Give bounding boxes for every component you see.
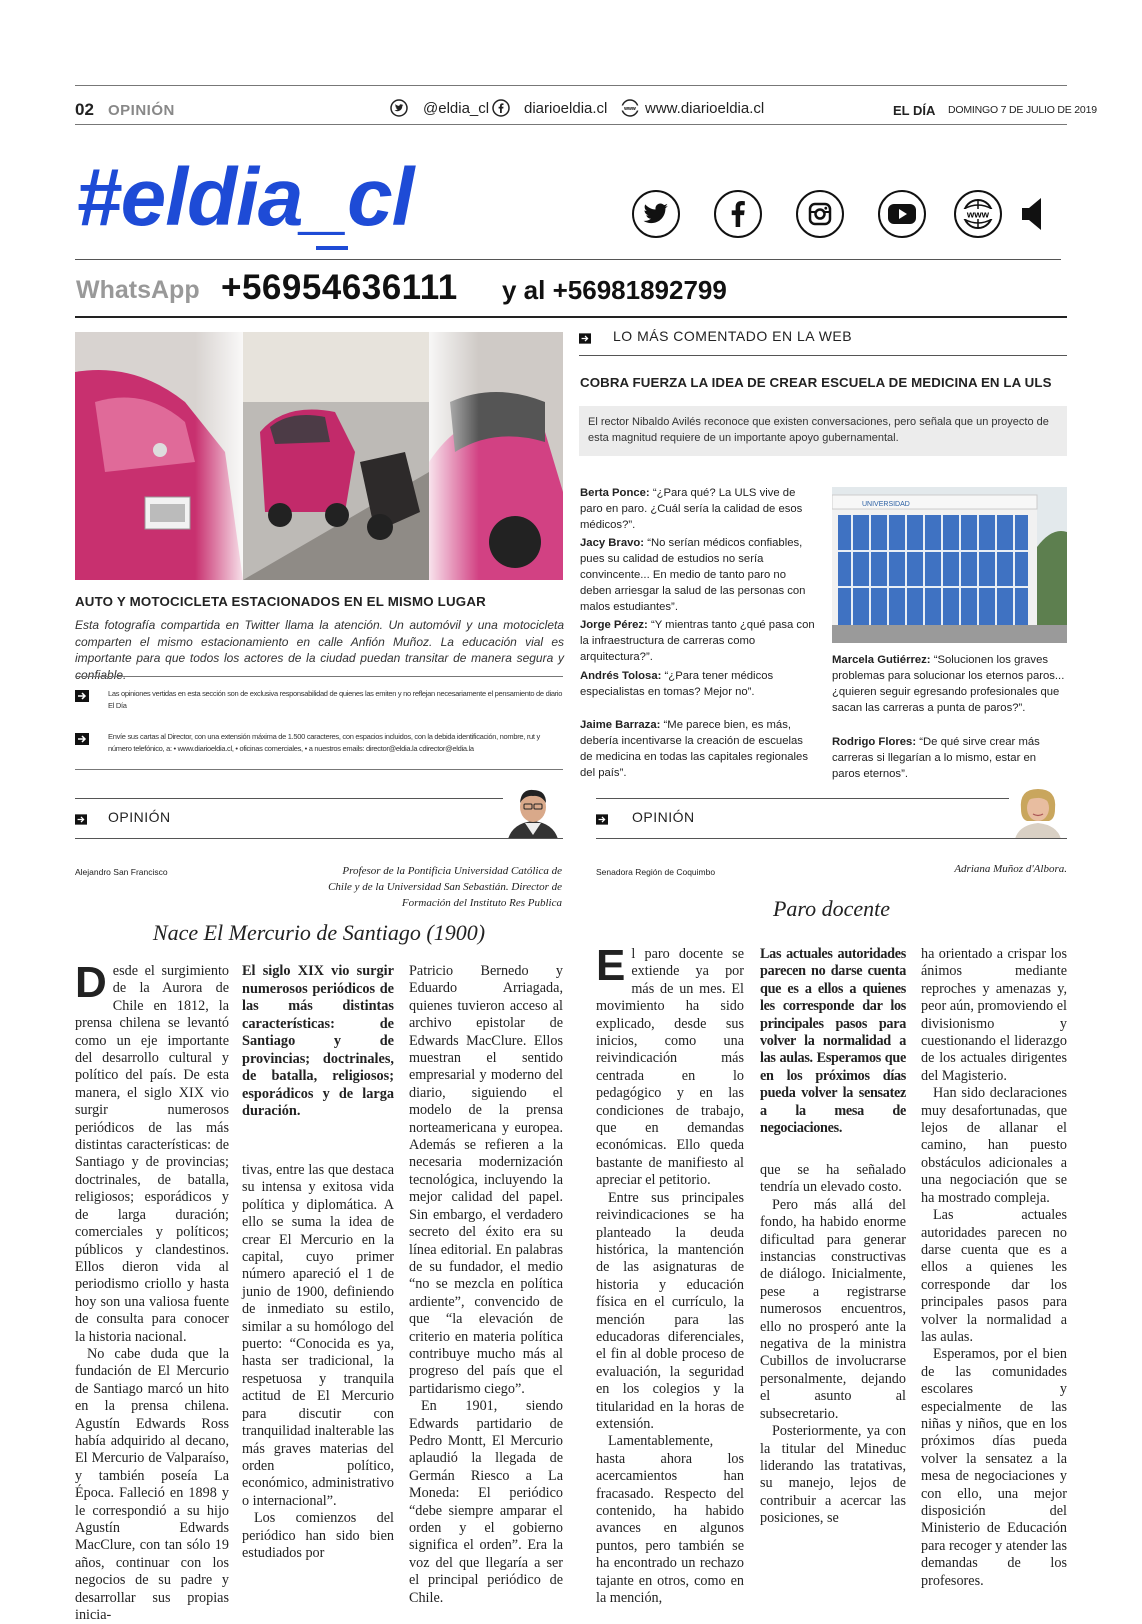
article-paragraph: que se ha señalado tendría un elevado costo.: [760, 1162, 906, 1196]
author-credentials: Profesor de la Pontificia Universidad Católica de Chile y de la Universidad San Sebastián. Director de Formación del Instituto Res Publica: [328, 865, 562, 909]
youtube-icon[interactable]: [878, 190, 926, 238]
article-paragraph: esde el surgimiento de la Aurora de Chile en 1812, la prensa chilena se levantó como un eje importante del desarrollo cultural y político del país. De esta manera, el siglo XIX vio surgir numerosos periódicos de las más distintas características: de Santiago y de provincias; doctrinales, de batalla, religiosos; esporádicos y de larga duración; comerciales y políticos; públicos y clandestinos. Ellos dieron vida al periodismo criollo y hasta hoy son una valiosa fuente de consulta para conocer la historia nacional.: [75, 963, 229, 1345]
facebook-handle[interactable]: diarioeldia.cl: [524, 100, 608, 117]
author-role: Senadora Región de Coquimbo: [596, 867, 716, 877]
article-paragraph: Posteriormente, ya con la titular del Mineduc liderando las tratativas, su manejo, lejos de contribuir a acercar las posiciones, se: [760, 1423, 906, 1527]
web-header-icon[interactable]: [620, 99, 640, 122]
comment-text: “¿Para qué? La ULS vive de paro en paro. ¿Cuál sería la calidad de esos médicos?”.: [580, 487, 803, 531]
comment: [580, 485, 815, 533]
comment-author: Andrés Tolosa:: [580, 670, 662, 682]
comment-author: Jorge Pérez:: [580, 619, 648, 631]
article-paragraph: Lamentablemente, hasta ahora los acercamientos han fracasado. Respecto del contenido, ha habido avances en algunos puntos, pero también se ha encontrado un rechazo tajante en otros, como en la mención,: [596, 1433, 744, 1607]
svg-text:www: www: [624, 106, 636, 112]
whatsapp-phone-2[interactable]: y al +56981892799: [502, 275, 727, 305]
author-name: Alejandro San Francisco: [75, 867, 168, 877]
facebook-icon[interactable]: [714, 190, 762, 238]
photo-story-title: AUTO Y MOTOCICLETA ESTACIONADOS EN EL MISMO LUGAR: [75, 594, 486, 609]
comment-author: Rodrigo Flores:: [832, 736, 917, 748]
article-paragraph: En 1901, siendo Edwards partidario de Pedro Montt, El Mercurio aplaudió la llegada de Germán Riesco a La Moneda: El periódico “debe siempre amparar el orden y el gobierno significa el orden”. Era la voz del que llegaría a ser el principal periódico de Chile.: [409, 1398, 563, 1606]
comment: [832, 734, 1067, 782]
author-photo: [1009, 783, 1067, 839]
web-address[interactable]: www.diarioeldia.cl: [645, 100, 765, 117]
arrow-icon: [75, 732, 89, 750]
speaker-icon[interactable]: [1020, 197, 1046, 236]
article-paragraph: Entre sus principales reivindicaciones se ha planteado la deuda histórica, la mantención de las asignaturas de historia y educación física en el currículo, la mención para las educadoras diferenciales, el fin al doble proceso de evaluación, la seguridad en los colegios y la titularidad en la horas de extensión.: [596, 1189, 744, 1432]
comment-text: “Y mientras tanto ¿qué pasa con la infraestructura de carreras como arquitectura?”.: [580, 619, 815, 663]
article-paragraph: ha orientado a crispar los ánimos mediante reproches y amenazas y, peor aún, promoviendo el divisionismo y cuestionando el liderazgo de los actuales dirigentes del Magisterio.: [921, 946, 1067, 1084]
twitter-icon[interactable]: [632, 190, 680, 238]
whatsapp-phone-1[interactable]: +56954636111: [221, 268, 458, 307]
issue-date: DOMINGO 7 DE JULIO DE 2019: [948, 104, 1097, 116]
article-paragraph: l paro docente se extiende ya por más de un mes. El movimiento ha sido explicado, desde sus inicios, como una reivindicación más centrada en lo pedagógico y en las condiciones de trabajo, que en demandas económicas. Ello queda bastante de manifiesto al apreciar el petitorio.: [596, 946, 744, 1189]
svg-text:www: www: [966, 209, 990, 221]
twitter-handle[interactable]: @eldia_cl: [423, 100, 490, 117]
article-paragraph: Las actuales autoridades parecen no darse cuenta que es a ellos a quienes les corresponde dar los principales pasos para volver la normalidad a las aulas.: [921, 1207, 1067, 1345]
disclaimer-note: Las opiniones vertidas en esta sección son de exclusiva responsabilidad de quienes las emiten y no reflejan necesariamente el pensamiento de diario El Día: [108, 689, 563, 710]
opinion-label: OPINIÓN: [108, 809, 171, 825]
hashtag-title: #eldia_cl: [76, 152, 414, 243]
article-paragraph: tivas, entre las que destaca su intensa y exitosa vida política y diplomática. A ello se suma la idea de crear El Mercurio en la capital, cuyo primer número apareció el 1 de junio de 1900, definiendo de inmediato su estilo, similar a su homólogo del puerto: “Conocida es ya, hasta ser tradicional, la respetuosa y tranquila actitud de El Mercurio para discutir con tranquilidad inalterable las más graves materias del orden político, económico, administrativo o internacional”.: [242, 1162, 394, 1509]
letters-note: Envíe sus cartas al Director, con una extensión máxima de 1.500 caracteres, con espacios incluidos, con la debida identificación, nombre, rut y número telefónico, a: • www.diarioeldia.cl, • oficinas comerciales, • a nuestros emails: director@eldia.la cdirector@eldia.la: [108, 732, 540, 753]
author-photo: [503, 783, 563, 839]
web-summary: El rector Nibaldo Avilés reconoce que existen conversaciones, pero señala que un proyecto de esta magnitud requiere de un importante apoyo gubernamental.: [588, 416, 1049, 444]
comment-author: Jaime Barraza:: [580, 719, 661, 731]
arrow-icon: [579, 331, 591, 349]
comment: [580, 617, 815, 665]
whatsapp-label: WhatsApp: [76, 276, 200, 304]
arrow-icon: [75, 689, 89, 707]
article-paragraph: Esperamos, por el bien de las comunidades escolares y especialmente de las niñas y niños, que en los próximos días pueda volver la sensatez a la mesa de negociaciones y con ello, una mejor disposición del Ministerio de Educación para recoger y atender las demandas de los profesores.: [921, 1346, 1067, 1589]
street-photo: [75, 332, 563, 580]
photo-story-caption: Esta fotografía compartida en Twitter llama la atención. Un automóvil y una motocicleta comparten el mismo estacionamiento en calle Anfión Muñoz. La educación vial es importante para que todos los actores de la ciudad puedan transitar de manera segura y confiable.: [75, 618, 564, 682]
twitter-header-icon[interactable]: [390, 99, 408, 122]
article-paragraph: No cabe duda que la fundación de El Mercurio de Santiago marcó un hito en la prensa chilena. Agustín Edwards Ross había adquirido al decano, El Mercurio de Valparaíso, y también poseía La Época. Falleció en 1898 y le correspondió a su hijo Agustín Edwards MacClure, con tan sólo 19 años, continuar con los negocios de su padre y desarrollar sus propias inicia-: [75, 1345, 229, 1624]
www-icon[interactable]: [954, 190, 1002, 238]
university-building-photo: [832, 487, 1067, 643]
article-title: Paro docente: [772, 896, 891, 921]
article-title: Nace El Mercurio de Santiago (1900): [152, 920, 486, 945]
comment: [580, 535, 815, 615]
comment: [832, 652, 1067, 716]
article-paragraph: Patricio Bernedo y Eduardo Arriagada, quienes tuvieron acceso al archivo epistolar de Edwards MacClure. Ellos muestran el sentido empresarial y moderno del diario, siguiendo el modelo de la prensa norteamericana y europea. Además se refieren a la necesaria modernización tecnológica, incluyendo la mejor calidad del papel. Sin embargo, el verdadero secreto del éxito era su línea editorial. En palabras de su fundador, el medio “no se mezcla en política ardiente”, convencido de que “la elevación de criterio en materia política contribuye mucho más al progreso del país que el partidarismo ciego”.: [409, 963, 563, 1397]
pull-quote: Las actuales autoridades parecen no darse cuenta que es a ellos a quienes les corresponde dar los principales pasos para volver la normalidad a las aulas. Esperamos que en los próximos días pueda volver la sensatez a la mesa de negociaciones.: [760, 946, 906, 1137]
comment-text: “Me parece bien, es más, debería incentivarse la creación de escuelas de medicina en todas las capitales regionales del país”.: [580, 719, 808, 779]
opinion-label: OPINIÓN: [632, 809, 695, 825]
comment-text: “¿Para tener médicos especialistas en tomas? Mejor no”.: [580, 670, 774, 698]
comment-text: “No serían médicos confiables, pues su calidad de estudios no sería convincente... En medio de tanto paro no deben arriesgar la salud de las personas con malos estudiantes”.: [580, 537, 806, 613]
arrow-icon: [596, 812, 608, 830]
comment-text: “De qué sirve crear más carreras si llegarían a lo mismo, estar en paros eternos”.: [832, 736, 1040, 780]
facebook-header-icon[interactable]: [492, 99, 510, 122]
drop-cap: D: [75, 958, 107, 1007]
paper-name: EL DÍA: [893, 103, 936, 118]
svg-text:UNIVERSIDAD: UNIVERSIDAD: [862, 501, 910, 508]
pull-quote: El siglo XIX vio surgir numerosos periódicos de las más distintas características: de Santiago y de provincias; doctrinales, de batalla, religiosos; esporádicos y de larga duración.: [242, 963, 394, 1119]
drop-cap: E: [596, 941, 626, 990]
author-name: Adriana Muñoz d'Albora.: [954, 863, 1067, 875]
article-paragraph: Los comienzos del periódico han sido bien estudiados por: [242, 1510, 394, 1561]
comment-author: Jacy Bravo:: [580, 537, 645, 549]
comment-text: “Solucionen los graves problemas para solucionar los eternos paros... ¿quieren seguir egresando profesionales que sacan las carreras a punta de paros?”.: [832, 654, 1065, 714]
instagram-icon[interactable]: [796, 190, 844, 238]
web-headline[interactable]: COBRA FUERZA LA IDEA DE CREAR ESCUELA DE MEDICINA EN LA ULS: [580, 375, 1052, 390]
comment-author: Marcela Gutiérrez:: [832, 654, 931, 666]
article-paragraph: Han sido declaraciones muy desafortunadas, que lejos de allanar el camino, han puesto obstáculos adicionales a una negociación que se ha mostrado compleja.: [921, 1085, 1067, 1206]
web-section-label: LO MÁS COMENTADO EN LA WEB: [613, 328, 853, 344]
arrow-icon: [75, 812, 87, 830]
comment: [580, 668, 815, 700]
section-name: OPINIÓN: [108, 102, 175, 119]
page-number: 02: [75, 100, 94, 119]
comment-author: Berta Ponce:: [580, 487, 650, 499]
article-paragraph: Pero más allá del fondo, ha habido enorme dificultad para generar instancias constructivas de diálogo. Inicialmente, pese a registrarse numerosos encuentros, ello no prosperó ante la negativa de la ministra Cubillos de involucrarse personalmente, dejando el asunto al subsecretario.: [760, 1196, 906, 1422]
comment: [580, 717, 815, 781]
